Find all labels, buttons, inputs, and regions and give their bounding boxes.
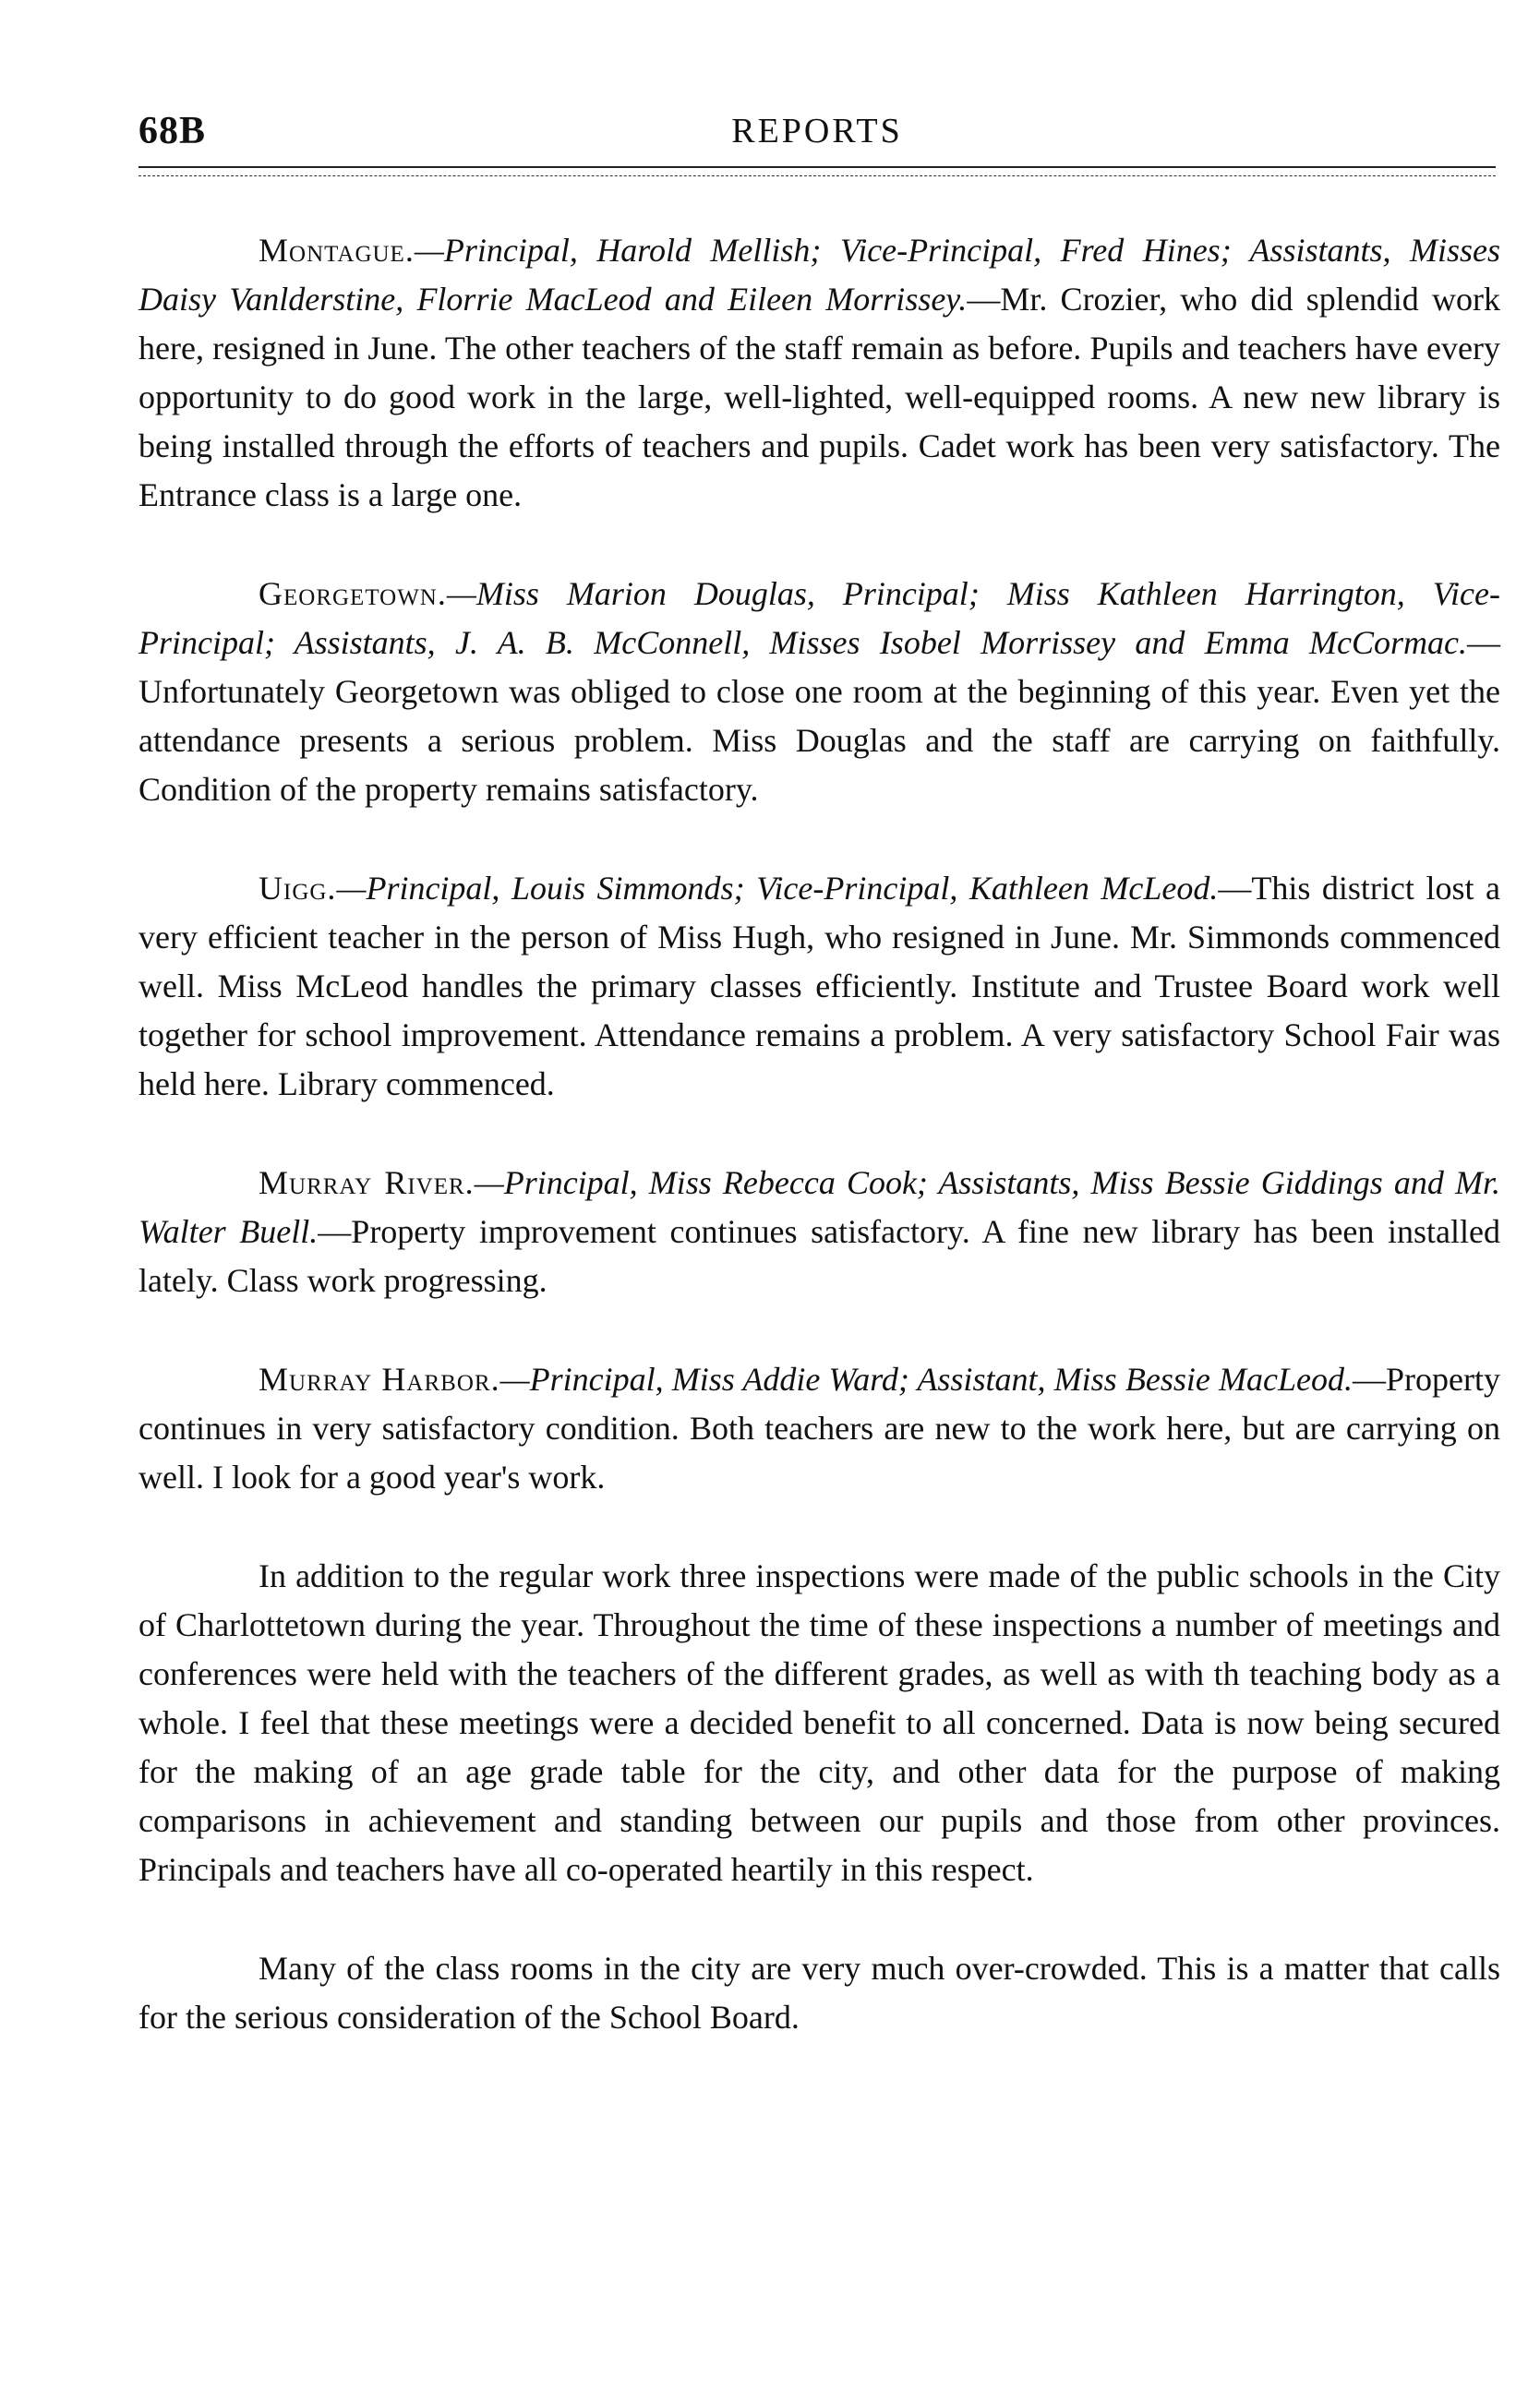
- paragraph-murray-river: [138, 1159, 1500, 1305]
- place-name: Uigg.: [259, 870, 337, 907]
- header-rule: [138, 166, 1496, 168]
- staff-list: —Principal, Miss Rebecca Cook; Assistants, Miss Bessie Giddings and Mr. Walter Buell.: [138, 1164, 1500, 1250]
- staff-list: —Principal, Louis Simmonds; Vice-Principal, Kathleen McLeod.: [336, 870, 1219, 907]
- paragraph-georgetown: [138, 570, 1500, 814]
- paragraph-text: —This district lost a very efficient teacher in the person of Miss Hugh, who resigned in June. Mr. Simmonds commenced well. Miss McLeod handles the primary classes efficiently. Institute and Trustee Board work well together for school improvement. Attendance remains a problem. A very satisfactory School Fair was held here. Library commenced.: [138, 870, 1500, 1102]
- staff-list: —Miss Marion Douglas, Principal; Miss Kathleen Harrington, Vice-Principal; Assistants, J. A. B. McConnell, Misses Isobel Morrissey and Emma McCormac.: [138, 575, 1500, 661]
- paragraph-montague: [138, 226, 1500, 520]
- header-rule-dashed: [138, 175, 1496, 176]
- paragraph-uigg: [138, 864, 1500, 1109]
- paragraph-murray-harbor: [138, 1355, 1500, 1502]
- place-name: Montague.: [259, 232, 415, 269]
- place-name: Murray Harbor.: [259, 1361, 500, 1398]
- paragraph-text: —Unfortunately Georgetown was obliged to close one room at the beginning of this year. Even yet the attendance presents a serious problem. Miss Douglas and the staff are carrying on faithfully. Condition of the property remains satisfactory.: [138, 624, 1500, 808]
- staff-list: —Principal, Miss Addie Ward; Assistant, Miss Bessie MacLeod.: [499, 1361, 1354, 1398]
- paragraph-text: —Mr. Crozier, who did splendid work here, resigned in June. The other teachers of the staff remain as before. Pupils and teachers have every opportunity to do good work in the large, well-lighted, well-equipped rooms. A new new library is being installed through the efforts of teachers and pupils. Cadet work has been very satisfactory. The Entrance class is a large one.: [138, 281, 1500, 513]
- staff-list: —Principal, Harold Mellish; Vice-Principal, Fred Hines; Assistants, Misses Daisy Vanlderstine, Florrie MacLeod and Eileen Morrissey.: [138, 232, 1500, 318]
- paragraph-overcrowded: Many of the class rooms in the city are very much over-crowded. This is a matter that calls for the serious consideration of the School Board.: [138, 1950, 1500, 2036]
- report-body: [138, 226, 1500, 2092]
- place-name: Georgetown.: [259, 575, 447, 612]
- paragraph-charlottetown: In addition to the regular work three inspections were made of the public schools in the City of Charlottetown during the year. Throughout the time of these inspections a number of meetings and conferences were held with the teachers of the different grades, as well as with th teaching body as a whole. I feel that these meetings were a decided benefit to all concerned. Data is now being secured for the making of an age grade table for the city, and other data for the purpose of making comparisons in achievement and standing between our pupils and those from other provinces. Principals and teachers have all co-operated heartily in this respect.: [138, 1557, 1500, 1888]
- running-title: REPORTS: [731, 112, 903, 150]
- page-number: 68B: [138, 110, 207, 152]
- place-name: Murray River.: [259, 1164, 475, 1201]
- paragraph-text: —Property continues in very satisfactory condition. Both teachers are new to the work here, but are carrying on well. I look for a good year's work.: [138, 1361, 1501, 1496]
- page-header: [138, 109, 1496, 164]
- paragraph-text: —Property improvement continues satisfactory. A fine new library has been installed lately. Class work progressing.: [138, 1213, 1500, 1299]
